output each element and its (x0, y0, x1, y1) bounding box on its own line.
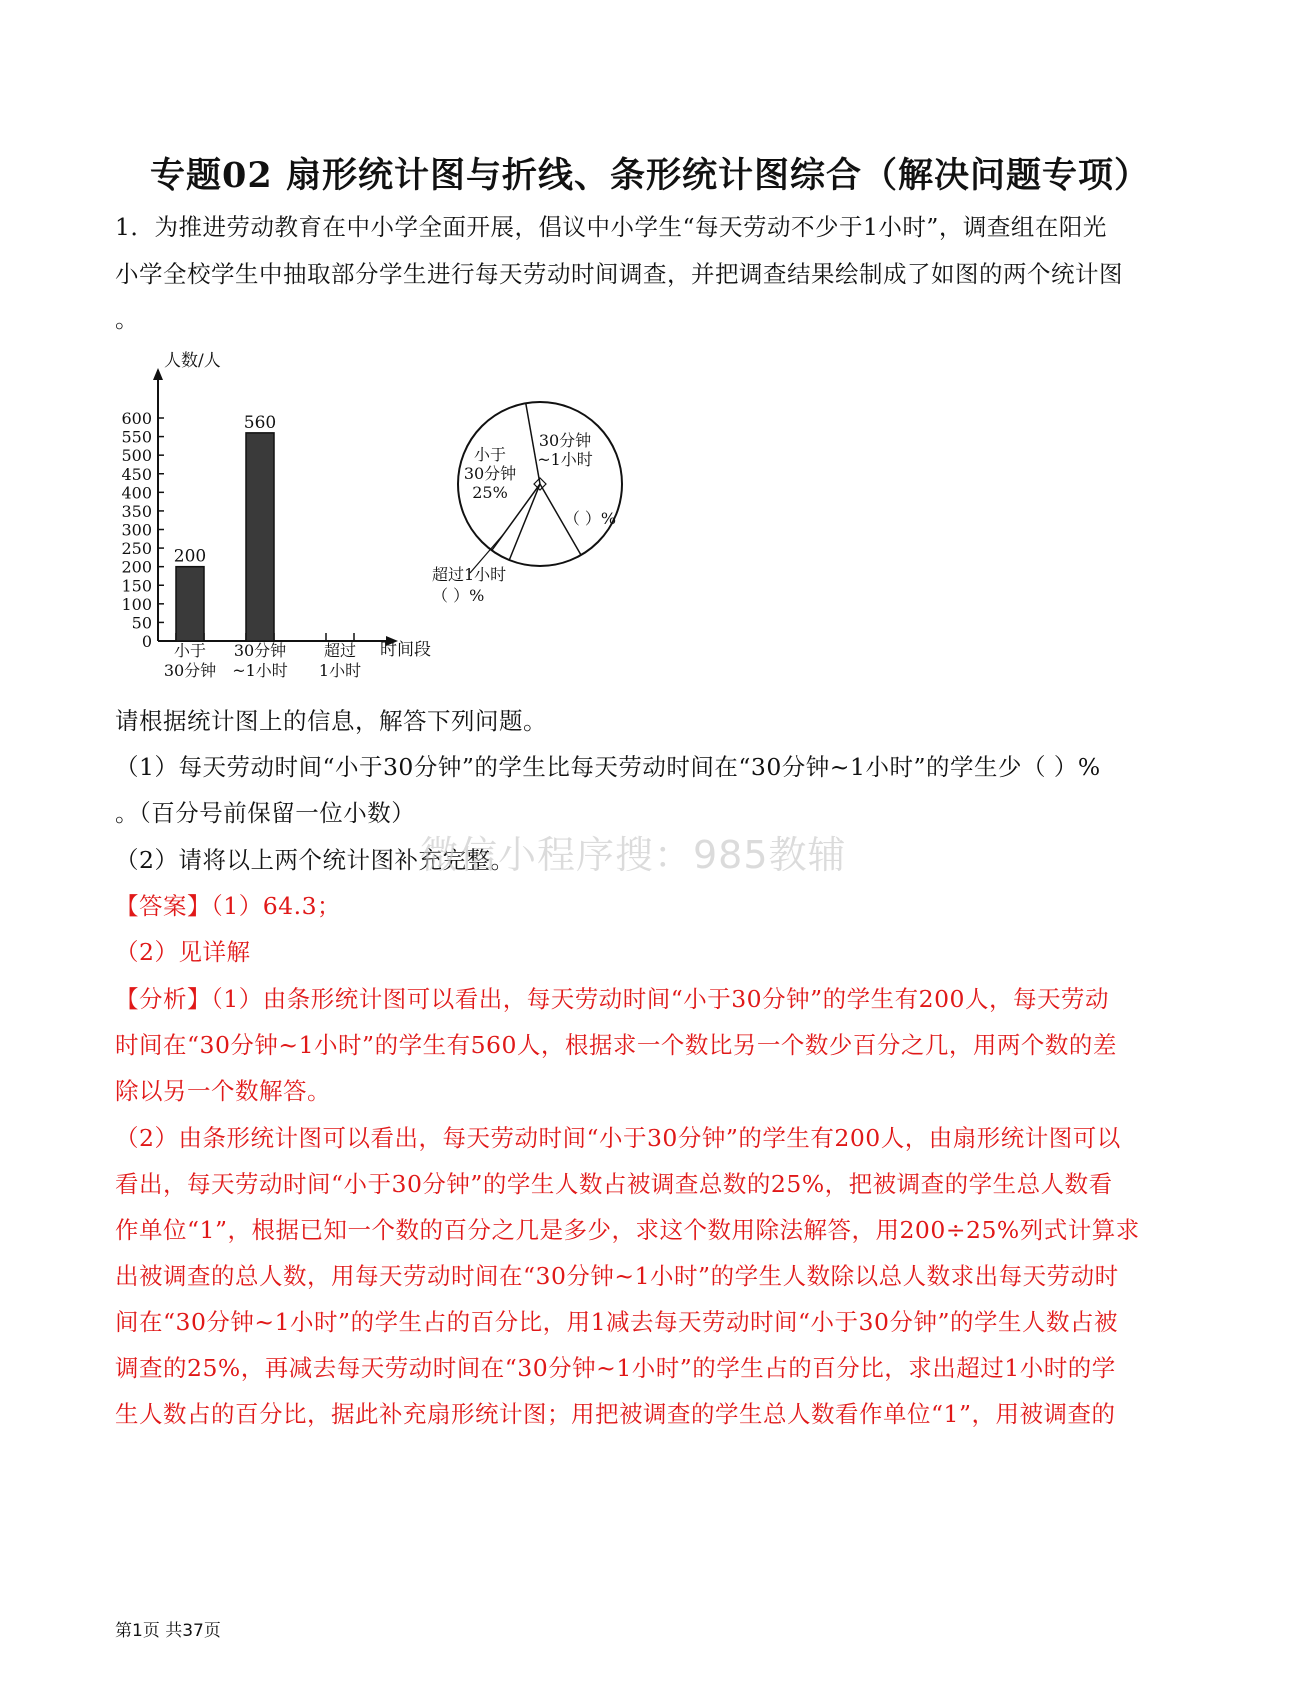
category-label: 30分钟 (163, 661, 217, 680)
pie-slice-label: （ ）% (432, 586, 485, 605)
y-tick-label: 50 (131, 613, 152, 633)
pie-slice-label: 30分钟 (538, 431, 592, 450)
pie-slice-label: ~1小时 (537, 450, 593, 469)
page-title: 专题02 扇形统计图与折线、条形统计图综合（解决问题专项） (150, 155, 1150, 196)
category-label: ~1小时 (232, 661, 288, 680)
y-tick-label: 150 (121, 576, 152, 596)
pie-slice-label: 30分钟 (463, 464, 517, 483)
y-axis-arrow (153, 368, 163, 380)
analysis-p2-l2: 看出，每天劳动时间“小于30分钟”的学生人数占被调查总数的25%，把被调查的学生总人数看 (115, 1170, 1113, 1198)
instruction-text: 请根据统计图上的信息，解答下列问题。 (115, 707, 547, 735)
pie-slice-label: 25% (472, 483, 508, 502)
category-label: 30分钟 (233, 641, 287, 660)
y-tick-label: 550 (121, 427, 152, 447)
question-1-line-1: （1）每天劳动时间“小于30分钟”的学生比每天劳动时间在“30分钟~1小时”的学生少（ ）% (115, 753, 1101, 781)
analysis-line-1 (115, 980, 1109, 1014)
page-footer: 第1页 共37页 (115, 1621, 221, 1641)
analysis-p2-l6: 调查的25%，再减去每天劳动时间在“30分钟~1小时”的学生占的百分比，求出超过1小时的学 (115, 1354, 1116, 1382)
category-label: 小于 (173, 641, 207, 660)
y-tick-label: 350 (121, 501, 152, 521)
pie-slice-label: （ ）% (563, 509, 617, 528)
answer-line-1 (115, 887, 341, 921)
answer-part-1: （1）64.3； (211, 892, 342, 920)
bar-data-label: 560 (243, 412, 277, 433)
analysis-p2-l7: 生人数占的百分比，据此补充扇形统计图；用把被调查的学生总人数看作单位“1”，用被调查的 (115, 1400, 1116, 1428)
y-tick-label: 250 (121, 539, 152, 559)
question-line-2: 小学全校学生中抽取部分学生进行每天劳动时间调查，并把调查结果绘制成了如图的两个统计图 (115, 260, 1123, 288)
x-axis-label: 时间段 (380, 640, 431, 660)
pie-slice-label: 小于 (473, 445, 507, 464)
question-1-line-2: 。（百分号前保留一位小数） (115, 799, 416, 827)
analysis-p2-l1: （2）由条形统计图可以看出，每天劳动时间“小于30分钟”的学生有200人，由扇形统计图可以 (115, 1124, 1121, 1152)
answer-part-2: （2）见详解 (115, 938, 251, 966)
analysis-p1-l2: 时间在“30分钟~1小时”的学生有560人，根据求一个数比另一个数少百分之几，用两个数的差 (115, 1031, 1117, 1059)
statistics-charts (121, 351, 640, 698)
y-tick-label: 300 (121, 520, 152, 540)
y-tick-label: 400 (121, 483, 152, 503)
y-tick-label: 450 (121, 464, 152, 484)
analysis-p2-l3: 作单位“1”，根据已知一个数的百分之几是多少，求这个数用除法解答，用200÷25%列式计算求 (115, 1216, 1140, 1244)
bar (246, 433, 274, 641)
analysis-p2-l5: 间在“30分钟~1小时”的学生占的百分比，用1减去每天劳动时间“小于30分钟”的学生人数占被 (115, 1308, 1118, 1336)
analysis-tag: 【分析】 (115, 985, 211, 1013)
pie-slice-label: 超过1小时 (432, 565, 507, 584)
category-label: 超过 (323, 641, 357, 660)
y-tick-label: 500 (121, 446, 152, 466)
y-axis-label: 人数/人 (164, 351, 221, 371)
analysis-p1-l1: （1）由条形统计图可以看出，每天劳动时间“小于30分钟”的学生有200人，每天劳动 (211, 985, 1109, 1013)
analysis-p2-l4: 出被调查的总人数，用每天劳动时间在“30分钟~1小时”的学生人数除以总人数求出每天劳动时 (115, 1262, 1119, 1290)
question-line-1: 1．为推进劳动教育在中小学全面开展，倡议中小学生“每天劳动不少于1小时”，调查组在阳光 (115, 213, 1107, 241)
analysis-p1-l3: 除以另一个数解答。 (115, 1077, 331, 1105)
question-2: （2）请将以上两个统计图补充完整。 (115, 846, 515, 874)
answer-tag: 【答案】 (115, 892, 211, 920)
bar-chart (121, 351, 431, 680)
y-tick-label: 200 (121, 557, 152, 577)
category-label: 1小时 (318, 661, 362, 680)
y-tick-label: 0 (141, 632, 152, 651)
pie-chart (432, 402, 622, 605)
bar (176, 567, 204, 641)
y-tick-label: 600 (121, 409, 152, 428)
watermark: 微信小程序搜：985教辅 (420, 833, 847, 877)
bar-data-label: 200 (173, 546, 207, 567)
y-tick-label: 100 (121, 594, 152, 614)
question-line-3: 。 (115, 305, 139, 333)
pie-slice-boundary (509, 484, 540, 560)
